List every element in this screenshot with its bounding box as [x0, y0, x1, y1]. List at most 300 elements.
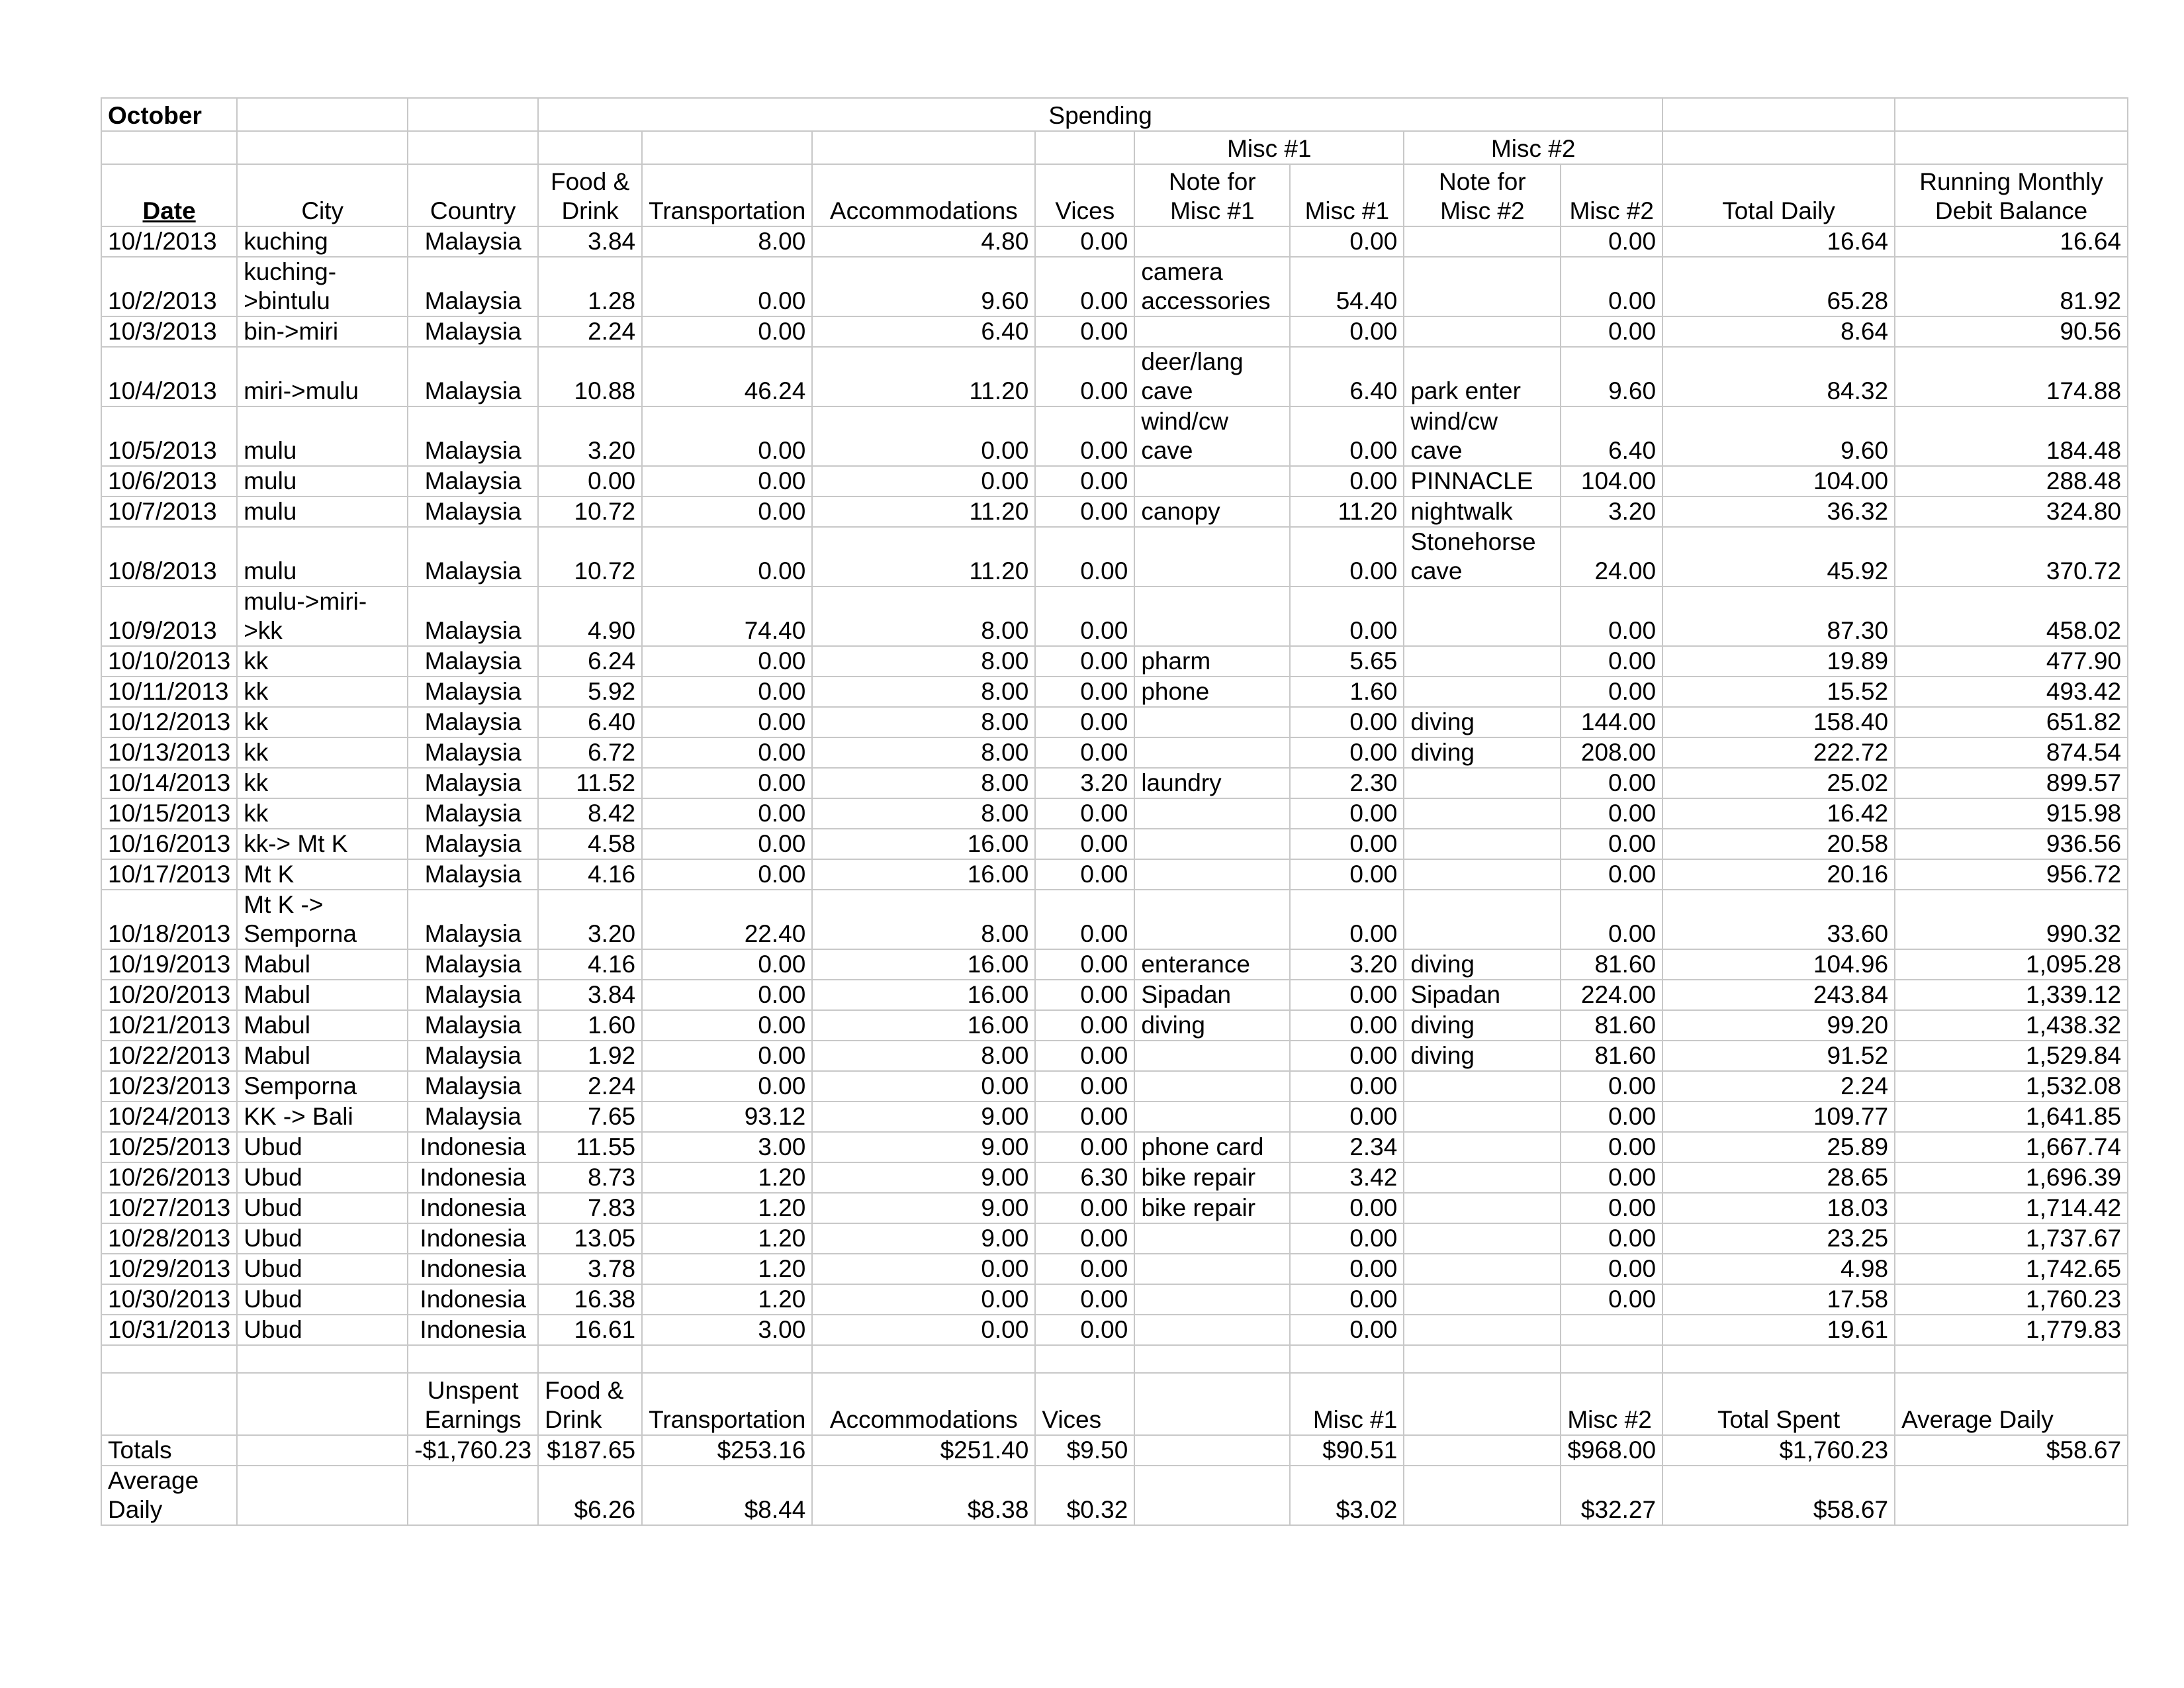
cell-note-misc1: phone card: [1134, 1132, 1290, 1162]
cell-vices: 0.00: [1035, 406, 1134, 466]
cell-transportation: 22.40: [642, 890, 812, 949]
cell-food-drink: 3.78: [538, 1254, 642, 1284]
summary-header-food-drink: Food & Drink: [538, 1373, 642, 1435]
cell-note-misc2: [1404, 226, 1561, 257]
cell-misc2: $32.27: [1561, 1466, 1662, 1525]
cell-date: 10/26/2013: [101, 1162, 237, 1193]
cell-total-daily: 45.92: [1662, 527, 1895, 586]
cell-total-daily: 87.30: [1662, 586, 1895, 646]
cell-running-balance: 1,641.85: [1895, 1102, 2128, 1132]
cell-date: 10/13/2013: [101, 737, 237, 768]
cell-total-daily: 15.52: [1662, 677, 1895, 707]
cell-food-drink: 0.00: [538, 466, 642, 496]
column-header-misc2: Misc #2: [1561, 164, 1662, 226]
cell-transportation: 1.20: [642, 1223, 812, 1254]
cell-transportation: 0.00: [642, 527, 812, 586]
cell-date: 10/28/2013: [101, 1223, 237, 1254]
cell-accommodations: 8.00: [812, 646, 1035, 677]
cell-note-misc1: [1134, 1315, 1290, 1345]
cell-vices: 0.00: [1035, 798, 1134, 829]
cell-total-daily: 104.00: [1662, 466, 1895, 496]
cell-running-balance: 956.72: [1895, 859, 2128, 890]
cell-food-drink: 13.05: [538, 1223, 642, 1254]
cell-city: kk: [237, 768, 408, 798]
cell-city: Ubud: [237, 1254, 408, 1284]
cell-misc2: 0.00: [1561, 226, 1662, 257]
cell-transportation: 1.20: [642, 1284, 812, 1315]
table-row: [101, 1315, 2128, 1345]
cell-date: 10/30/2013: [101, 1284, 237, 1315]
cell-vices: 0.00: [1035, 226, 1134, 257]
cell-note-misc1: wind/cw cave: [1134, 406, 1290, 466]
cell-date: 10/27/2013: [101, 1193, 237, 1223]
column-header-total-daily: Total Daily: [1662, 164, 1895, 226]
cell-note-misc1: [1134, 737, 1290, 768]
cell-accommodations: $8.38: [812, 1466, 1035, 1525]
cell-running-balance: 1,779.83: [1895, 1315, 2128, 1345]
table-row: [101, 1254, 2128, 1284]
cell-total-daily: 20.16: [1662, 859, 1895, 890]
cell-vices: 0.00: [1035, 257, 1134, 316]
table-row: [101, 1223, 2128, 1254]
cell-misc1: 54.40: [1290, 257, 1404, 316]
cell-vices: 0.00: [1035, 949, 1134, 980]
table-row: [101, 466, 2128, 496]
cell-food-drink: 10.72: [538, 527, 642, 586]
cell-date: 10/4/2013: [101, 347, 237, 406]
cell-accommodations: 8.00: [812, 677, 1035, 707]
summary-header-average-daily: Average Daily: [1895, 1373, 2128, 1435]
cell-food-drink: 7.83: [538, 1193, 642, 1223]
cell-date: 10/22/2013: [101, 1041, 237, 1071]
cell-note-misc1: [1134, 1102, 1290, 1132]
cell-country: Malaysia: [408, 890, 538, 949]
cell-country: Malaysia: [408, 737, 538, 768]
cell-date: Average Daily: [101, 1466, 237, 1525]
cell-note-misc1: [1134, 707, 1290, 737]
cell-misc1: 0.00: [1290, 1010, 1404, 1041]
cell-country: Malaysia: [408, 466, 538, 496]
cell-city: kk: [237, 646, 408, 677]
cell-note-misc1: [1134, 1041, 1290, 1071]
cell-total-daily: 2.24: [1662, 1071, 1895, 1102]
cell-city: mulu->miri->kk: [237, 586, 408, 646]
cell-misc1: 0.00: [1290, 707, 1404, 737]
cell-country: Malaysia: [408, 1010, 538, 1041]
cell-misc1: 11.20: [1290, 496, 1404, 527]
cell-accommodations: 8.00: [812, 737, 1035, 768]
cell-transportation: 1.20: [642, 1193, 812, 1223]
cell-city: bin->miri: [237, 316, 408, 347]
summary-header-empty: [101, 1373, 237, 1435]
cell-food-drink: 4.90: [538, 586, 642, 646]
cell-note-misc1: [1134, 226, 1290, 257]
cell-transportation: 46.24: [642, 347, 812, 406]
cell-misc2: 0.00: [1561, 859, 1662, 890]
cell-note-misc1: [1134, 1435, 1290, 1466]
cell-running-balance: 936.56: [1895, 829, 2128, 859]
cell-misc1: 0.00: [1290, 829, 1404, 859]
cell-accommodations: 9.00: [812, 1162, 1035, 1193]
cell-accommodations: 16.00: [812, 949, 1035, 980]
cell-total-daily: 4.98: [1662, 1254, 1895, 1284]
cell-note-misc1: Sipadan: [1134, 980, 1290, 1010]
cell-misc1: 0.00: [1290, 1254, 1404, 1284]
cell-total-daily: 19.61: [1662, 1315, 1895, 1345]
cell-transportation: 0.00: [642, 768, 812, 798]
cell-date: 10/1/2013: [101, 226, 237, 257]
cell-total-daily: 16.42: [1662, 798, 1895, 829]
cell-date: 10/29/2013: [101, 1254, 237, 1284]
cell-misc2: 104.00: [1561, 466, 1662, 496]
cell-city: Ubud: [237, 1132, 408, 1162]
cell-date: 10/11/2013: [101, 677, 237, 707]
cell-vices: 0.00: [1035, 1071, 1134, 1102]
cell-transportation: 0.00: [642, 496, 812, 527]
cell-misc1: 0.00: [1290, 1071, 1404, 1102]
cell-accommodations: $251.40: [812, 1435, 1035, 1466]
cell-city: Semporna: [237, 1071, 408, 1102]
cell-note-misc2: [1404, 257, 1561, 316]
cell-misc2: 0.00: [1561, 768, 1662, 798]
cell-misc2: 224.00: [1561, 980, 1662, 1010]
column-header-transportation: Transportation: [642, 164, 812, 226]
cell-note-misc1: [1134, 1071, 1290, 1102]
cell-city: kk: [237, 707, 408, 737]
cell-total-daily: $58.67: [1662, 1466, 1895, 1525]
cell-country: Malaysia: [408, 316, 538, 347]
cell-transportation: 1.20: [642, 1254, 812, 1284]
cell-vices: 0.00: [1035, 1284, 1134, 1315]
cell-vices: 0.00: [1035, 1010, 1134, 1041]
cell-running-balance: 184.48: [1895, 406, 2128, 466]
cell-running-balance: $58.67: [1895, 1435, 2128, 1466]
cell-running-balance: 874.54: [1895, 737, 2128, 768]
cell-transportation: 0.00: [642, 829, 812, 859]
table-row: [101, 226, 2128, 257]
cell-note-misc1: [1134, 316, 1290, 347]
cell-country: Malaysia: [408, 1071, 538, 1102]
cell-city: KK -> Bali: [237, 1102, 408, 1132]
cell-city: kuching->bintulu: [237, 257, 408, 316]
cell-note-misc2: [1404, 677, 1561, 707]
cell-city: Mabul: [237, 980, 408, 1010]
cell-note-misc2: [1404, 1284, 1561, 1315]
cell-vices: 0.00: [1035, 890, 1134, 949]
cell-note-misc2: [1404, 1435, 1561, 1466]
misc2-group-header: Misc #2: [1404, 131, 1662, 164]
cell-food-drink: 5.92: [538, 677, 642, 707]
cell-note-misc2: wind/cw cave: [1404, 406, 1561, 466]
cell-misc1: 0.00: [1290, 1223, 1404, 1254]
cell-country: -$1,760.23: [408, 1435, 538, 1466]
cell-misc2: 0.00: [1561, 829, 1662, 859]
cell-misc1: 0.00: [1290, 1193, 1404, 1223]
cell-note-misc2: [1404, 1193, 1561, 1223]
cell-date: 10/2/2013: [101, 257, 237, 316]
cell-vices: 0.00: [1035, 859, 1134, 890]
cell-misc1: 1.60: [1290, 677, 1404, 707]
cell-country: Malaysia: [408, 527, 538, 586]
cell-vices: 3.20: [1035, 768, 1134, 798]
cell-total-daily: 99.20: [1662, 1010, 1895, 1041]
cell-misc1: 0.00: [1290, 316, 1404, 347]
cell-misc2: 0.00: [1561, 1284, 1662, 1315]
cell-misc2: 9.60: [1561, 347, 1662, 406]
cell-running-balance: 1,760.23: [1895, 1284, 2128, 1315]
summary-header-total-spent: Total Spent: [1662, 1373, 1895, 1435]
cell-accommodations: 8.00: [812, 707, 1035, 737]
cell-misc1: 5.65: [1290, 646, 1404, 677]
table-row: [101, 257, 2128, 316]
cell-misc2: 6.40: [1561, 406, 1662, 466]
cell-total-daily: 36.32: [1662, 496, 1895, 527]
cell-accommodations: 8.00: [812, 586, 1035, 646]
cell-misc2: 0.00: [1561, 1071, 1662, 1102]
cell-vices: 0.00: [1035, 1315, 1134, 1345]
cell-running-balance: 1,438.32: [1895, 1010, 2128, 1041]
cell-transportation: 0.00: [642, 798, 812, 829]
cell-city: Ubud: [237, 1162, 408, 1193]
cell-misc2: 0.00: [1561, 646, 1662, 677]
cell-total-daily: $1,760.23: [1662, 1435, 1895, 1466]
cell-food-drink: 8.42: [538, 798, 642, 829]
cell-food-drink: 6.40: [538, 707, 642, 737]
cell-misc1: 0.00: [1290, 980, 1404, 1010]
cell-vices: 0.00: [1035, 677, 1134, 707]
cell-note-misc2: diving: [1404, 737, 1561, 768]
spacer-row: [101, 1345, 2128, 1373]
table-row: [101, 406, 2128, 466]
cell-misc2: 0.00: [1561, 257, 1662, 316]
column-header-country: Country: [408, 164, 538, 226]
cell-note-misc2: [1404, 829, 1561, 859]
cell-misc2: 0.00: [1561, 316, 1662, 347]
cell-accommodations: 8.00: [812, 1041, 1035, 1071]
cell-accommodations: 0.00: [812, 406, 1035, 466]
column-header-city: City: [237, 164, 408, 226]
cell-country: Indonesia: [408, 1162, 538, 1193]
cell-running-balance: 1,742.65: [1895, 1254, 2128, 1284]
cell-misc2: 81.60: [1561, 949, 1662, 980]
cell-note-misc1: pharm: [1134, 646, 1290, 677]
cell-transportation: 0.00: [642, 1071, 812, 1102]
cell-transportation: $253.16: [642, 1435, 812, 1466]
cell-total-daily: 25.89: [1662, 1132, 1895, 1162]
cell-total-daily: 25.02: [1662, 768, 1895, 798]
cell-country: Malaysia: [408, 586, 538, 646]
cell-misc1: 0.00: [1290, 586, 1404, 646]
cell-vices: 0.00: [1035, 347, 1134, 406]
cell-food-drink: 1.60: [538, 1010, 642, 1041]
cell-note-misc1: [1134, 829, 1290, 859]
cell-accommodations: 0.00: [812, 1071, 1035, 1102]
cell-transportation: 0.00: [642, 707, 812, 737]
cell-note-misc1: deer/lang cave: [1134, 347, 1290, 406]
table-row: [101, 829, 2128, 859]
cell-note-misc2: [1404, 1132, 1561, 1162]
cell-running-balance: 477.90: [1895, 646, 2128, 677]
cell-country: Malaysia: [408, 347, 538, 406]
cell-note-misc2: diving: [1404, 1041, 1561, 1071]
cell-city: Mabul: [237, 949, 408, 980]
cell-food-drink: 10.88: [538, 347, 642, 406]
cell-country: Malaysia: [408, 949, 538, 980]
cell-vices: 0.00: [1035, 316, 1134, 347]
cell-city: kk: [237, 798, 408, 829]
cell-misc1: 0.00: [1290, 1315, 1404, 1345]
cell-accommodations: 16.00: [812, 980, 1035, 1010]
cell-vices: $9.50: [1035, 1435, 1134, 1466]
cell-running-balance: 1,737.67: [1895, 1223, 2128, 1254]
cell-note-misc2: diving: [1404, 707, 1561, 737]
cell-country: Malaysia: [408, 768, 538, 798]
cell-transportation: 93.12: [642, 1102, 812, 1132]
cell-transportation: 0.00: [642, 980, 812, 1010]
cell-transportation: 8.00: [642, 226, 812, 257]
table-row: [101, 798, 2128, 829]
cell-date: 10/20/2013: [101, 980, 237, 1010]
cell-country: Malaysia: [408, 226, 538, 257]
cell-date: 10/25/2013: [101, 1132, 237, 1162]
cell-note-misc2: Stonehorse cave: [1404, 527, 1561, 586]
cell-misc2: 0.00: [1561, 1162, 1662, 1193]
table-row: [101, 1284, 2128, 1315]
cell-country: Indonesia: [408, 1132, 538, 1162]
cell-note-misc2: [1404, 1102, 1561, 1132]
cell-food-drink: $6.26: [538, 1466, 642, 1525]
cell-accommodations: 9.00: [812, 1102, 1035, 1132]
cell-note-misc2: park enter: [1404, 347, 1561, 406]
cell-misc1: 0.00: [1290, 527, 1404, 586]
column-header-running-balance: Running Monthly Debit Balance: [1895, 164, 2128, 226]
cell-city: Mabul: [237, 1041, 408, 1071]
cell-vices: 0.00: [1035, 980, 1134, 1010]
cell-note-misc1: laundry: [1134, 768, 1290, 798]
cell-food-drink: 3.20: [538, 890, 642, 949]
table-row: [101, 1132, 2128, 1162]
summary-header-misc2: Misc #2: [1561, 1373, 1662, 1435]
cell-date: 10/10/2013: [101, 646, 237, 677]
cell-misc1: 0.00: [1290, 226, 1404, 257]
cell-vices: 0.00: [1035, 646, 1134, 677]
cell-misc1: 0.00: [1290, 406, 1404, 466]
cell-food-drink: 3.20: [538, 406, 642, 466]
cell-note-misc1: [1134, 1466, 1290, 1525]
cell-misc1: 0.00: [1290, 1284, 1404, 1315]
table-row: [101, 586, 2128, 646]
cell-misc1: 0.00: [1290, 798, 1404, 829]
cell-country: Malaysia: [408, 677, 538, 707]
cell-accommodations: 16.00: [812, 859, 1035, 890]
cell-accommodations: 8.00: [812, 798, 1035, 829]
cell-country: Malaysia: [408, 646, 538, 677]
cell-running-balance: [1895, 1466, 2128, 1525]
cell-note-misc2: PINNACLE: [1404, 466, 1561, 496]
cell-note-misc1: [1134, 798, 1290, 829]
cell-city: Ubud: [237, 1315, 408, 1345]
cell-vices: 0.00: [1035, 466, 1134, 496]
table-row: [101, 1041, 2128, 1071]
cell-misc1: 2.34: [1290, 1132, 1404, 1162]
cell-running-balance: 370.72: [1895, 527, 2128, 586]
cell-transportation: 0.00: [642, 737, 812, 768]
cell-date: Totals: [101, 1435, 237, 1466]
cell-total-daily: 18.03: [1662, 1193, 1895, 1223]
summary-header-row: [101, 1373, 2128, 1435]
cell-country: Malaysia: [408, 406, 538, 466]
cell-note-misc2: [1404, 1162, 1561, 1193]
table-row: [101, 646, 2128, 677]
cell-transportation: 0.00: [642, 859, 812, 890]
cell-total-daily: 158.40: [1662, 707, 1895, 737]
cell-date: 10/24/2013: [101, 1102, 237, 1132]
cell-misc1: 6.40: [1290, 347, 1404, 406]
cell-misc2: 0.00: [1561, 1254, 1662, 1284]
cell-accommodations: 9.60: [812, 257, 1035, 316]
cell-total-daily: 222.72: [1662, 737, 1895, 768]
table-row: [101, 768, 2128, 798]
cell-note-misc1: diving: [1134, 1010, 1290, 1041]
summary-header-empty: [237, 1373, 408, 1435]
cell-misc2: 81.60: [1561, 1010, 1662, 1041]
cell-running-balance: 324.80: [1895, 496, 2128, 527]
cell-misc1: 0.00: [1290, 737, 1404, 768]
cell-country: Malaysia: [408, 798, 538, 829]
cell-note-misc2: [1404, 586, 1561, 646]
cell-country: Malaysia: [408, 829, 538, 859]
cell-transportation: 0.00: [642, 1010, 812, 1041]
misc1-group-header: Misc #1: [1134, 131, 1404, 164]
cell-date: 10/19/2013: [101, 949, 237, 980]
cell-note-misc2: diving: [1404, 949, 1561, 980]
table-row: [101, 347, 2128, 406]
cell-note-misc1: [1134, 1223, 1290, 1254]
month-label: October: [101, 98, 237, 131]
average-daily-row: [101, 1466, 2128, 1525]
cell-misc2: $968.00: [1561, 1435, 1662, 1466]
cell-total-daily: 28.65: [1662, 1162, 1895, 1193]
cell-note-misc1: [1134, 466, 1290, 496]
cell-note-misc2: [1404, 1466, 1561, 1525]
table-row: [101, 890, 2128, 949]
cell-food-drink: 4.16: [538, 859, 642, 890]
cell-running-balance: 1,667.74: [1895, 1132, 2128, 1162]
cell-transportation: 0.00: [642, 466, 812, 496]
cell-vices: 0.00: [1035, 496, 1134, 527]
cell-accommodations: 4.80: [812, 226, 1035, 257]
cell-accommodations: 6.40: [812, 316, 1035, 347]
table-row: [101, 707, 2128, 737]
cell-country: Indonesia: [408, 1284, 538, 1315]
cell-misc2: 0.00: [1561, 1132, 1662, 1162]
cell-date: 10/5/2013: [101, 406, 237, 466]
cell-country: Malaysia: [408, 1102, 538, 1132]
cell-country: Malaysia: [408, 980, 538, 1010]
cell-vices: 0.00: [1035, 586, 1134, 646]
cell-date: 10/31/2013: [101, 1315, 237, 1345]
cell-city: mulu: [237, 466, 408, 496]
cell-city: kk: [237, 677, 408, 707]
column-header-date: Date: [101, 164, 237, 226]
cell-running-balance: 915.98: [1895, 798, 2128, 829]
table-row: [101, 1102, 2128, 1132]
cell-total-daily: 19.89: [1662, 646, 1895, 677]
cell-accommodations: 11.20: [812, 527, 1035, 586]
cell-city: Ubud: [237, 1223, 408, 1254]
cell-note-misc1: phone: [1134, 677, 1290, 707]
cell-running-balance: 90.56: [1895, 316, 2128, 347]
